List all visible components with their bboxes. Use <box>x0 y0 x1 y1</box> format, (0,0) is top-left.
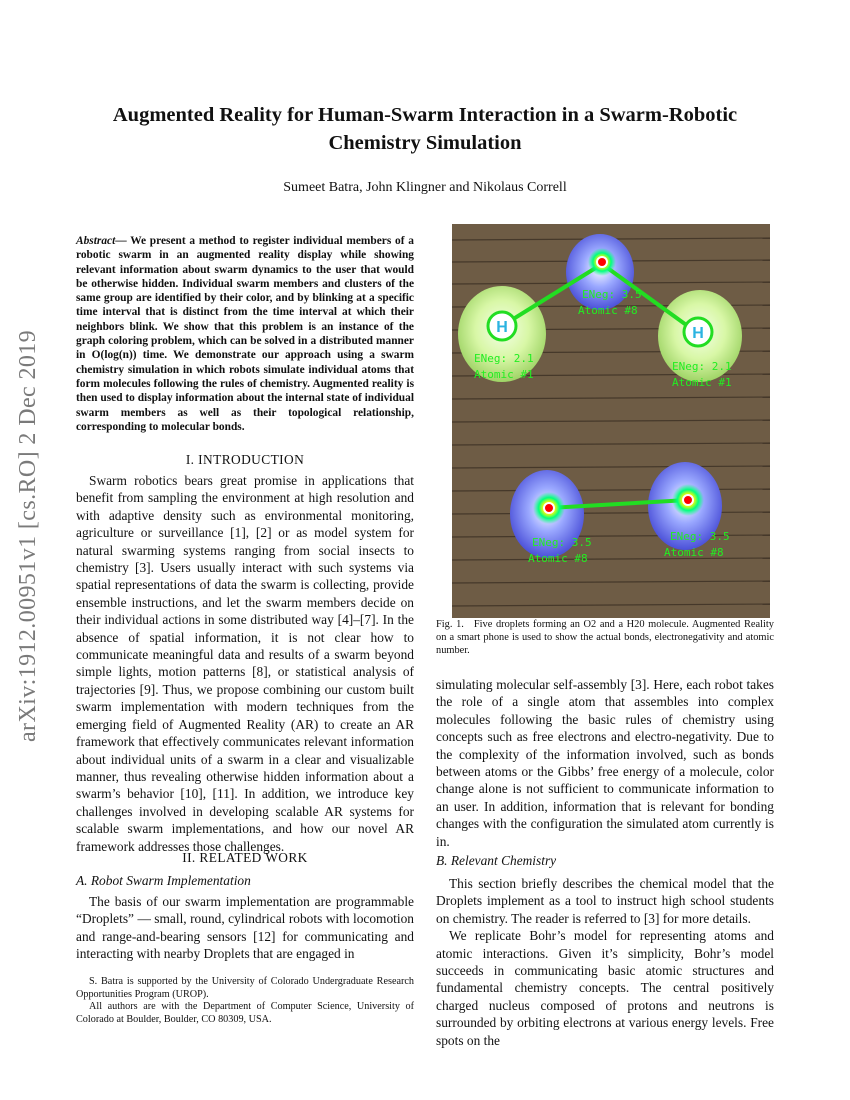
right-paragraph-1: simulating molecular self-assembly [3]. Here, each robot takes the role of a single atom that assembles into complex molecules following the basic rules of chemistry using concepts such as free electrons and electro-negativity. Due to the complexity of the information involved, such as bonds between atoms or the Gibbs’ free energy of a molecule, color change alone is not sufficient to communicate information to an user. In addition, information that is relevant for bonding changes with the configuration the simulated atom currently is in. <box>436 677 774 849</box>
right-body-2 <box>436 875 774 1049</box>
robot-swarm-subheading: A. Robot Swarm Implementation <box>76 873 251 888</box>
figure-1-photo <box>452 224 770 618</box>
abstract-text: — We present a method to register individual members of a robotic swarm in an augmented reality display while showing relevant information about swarm dynamics to the user that would be otherwise hidden. Individual swarm members and clusters of the same group are identified by their color, and by blinking at a specific time interval that is distinct from the time interval at which their neighbors blink. We show that this problem is an instance of the graph coloring problem, which can be solved in a distributed manner in O(log(n)) time. We demonstrate our approach using a swarm chemistry simulation in which robots simulate individual atoms that form molecules following the rules of chemistry. Augmented reality is then used to display information about the internal state of individual swarm members as well as their topological relationship, corresponding to molecular bonds. <box>76 235 414 433</box>
related-paragraph: The basis of our swarm implementation are programmable “Droplets” — small, round, cylindrical robots with locomotion and range-and-bearing sensors [12] for communicating and interacting with nearby Droplets that are engaged in <box>76 894 414 962</box>
right-body-1 <box>436 676 774 850</box>
h-right-letter: H <box>692 325 704 342</box>
o-top-eneg: ENeg: 3.5 <box>582 288 642 301</box>
footnote-1: S. Batra is supported by the University of Colorado Undergraduate Research Opportunities Program (UROP). <box>76 976 414 1000</box>
intro-paragraph: Swarm robotics bears great promise in applications that benefit from sampling the environment at high resolution and with adaptive density such as environmental monitoring, agriculture or surveillance [1], [2] or as model system for natural swarming systems ranging from social insects to chemistry [3]. Users usually interact with such systems via spatial representations of data the swarm is collecting, provide ensemble instructions, and let the swarm members decide on their individual actions in some distributed way [4]–[7]. In the absence of spatial information, it is not clear how to communicate meaningful data and results of a swarm beyond simple lights, motion patterns [8], or statistical analysis of trajectories [9]. Thus, we propose combining our custom built swarm implementation with modern techniques from the emerging field of Augmented Reality (AR) to create an AR framework that effectively communicates relevant information about individual units of a swarm in a clear and visualizable manner, thus revealing otherwise hidden information about a swarm’s behavior [10], [11]. In addition, we introduce key challenges involved in developing scalable AR systems for scalable swarm implementations, and how our novel AR framework addresses those challenges. <box>76 473 414 854</box>
o-br-eneg: ENeg: 3.5 <box>670 530 730 543</box>
intro-heading: I. INTRODUCTION <box>185 452 305 467</box>
related-work-heading: II. RELATED WORK <box>182 850 308 865</box>
related-body <box>76 893 414 963</box>
o-bl-eneg: ENeg: 3.5 <box>532 536 592 549</box>
paper-title <box>60 101 790 157</box>
right-paragraph-3: We replicate Bohr’s model for representing atoms and atomic interactions. Given it’s simplicity, Bohr’s model succeeds in communicating basic atomic structures and fundamental chemistry concepts. The central positively charged nucleus composed of protons and neutrons is surrounded by orbiting electrons at various energy levels. Free spots on the <box>436 928 774 1048</box>
h-left-letter: H <box>496 319 508 336</box>
relevant-chemistry-subheading: B. Relevant Chemistry <box>436 853 557 868</box>
h-left-atomic: Atomic #1 <box>474 368 534 381</box>
title-line-1: Augmented Reality for Human-Swarm Interaction in a Swarm-Robotic <box>112 104 738 126</box>
right-paragraph-2: This section briefly describes the chemical model that the Droplets implement as a tool to instruct high school students on chemistry. The reader is referred to [3] for more details. <box>436 876 774 926</box>
abstract <box>76 234 414 434</box>
title-line-2: Chemistry Simulation <box>328 132 522 154</box>
h-right-eneg: ENeg: 2.1 <box>672 360 732 373</box>
o-br-atomic: Atomic #8 <box>664 546 724 559</box>
h-right-atomic: Atomic #1 <box>672 376 732 389</box>
abstract-label: Abstract <box>76 235 116 247</box>
figure-label: Fig. 1. <box>436 619 464 630</box>
o-top-atomic: Atomic #8 <box>578 304 638 317</box>
o-bl-atomic: Atomic #8 <box>528 552 588 565</box>
arxiv-sidebar-id: arXiv:1912.00951v1 [cs.RO] 2 Dec 2019 <box>15 329 41 742</box>
figure-caption-text: Five droplets forming an O2 and a H20 molecule. Augmented Reality on a smart phone is used to show the actual bonds, electronegativity and atomic number. <box>436 619 774 656</box>
figure-1-caption <box>436 618 774 657</box>
authors: Sumeet Batra, John Klingner and Nikolaus Correll <box>283 180 567 195</box>
intro-body <box>76 472 414 855</box>
footnotes <box>76 976 414 1026</box>
footnote-2: All authors are with the Department of Computer Science, University of Colorado at Boulder, Boulder, CO 80309, USA. <box>76 1001 414 1025</box>
h-left-eneg: ENeg: 2.1 <box>474 352 534 365</box>
figure-1-svg <box>452 224 770 618</box>
